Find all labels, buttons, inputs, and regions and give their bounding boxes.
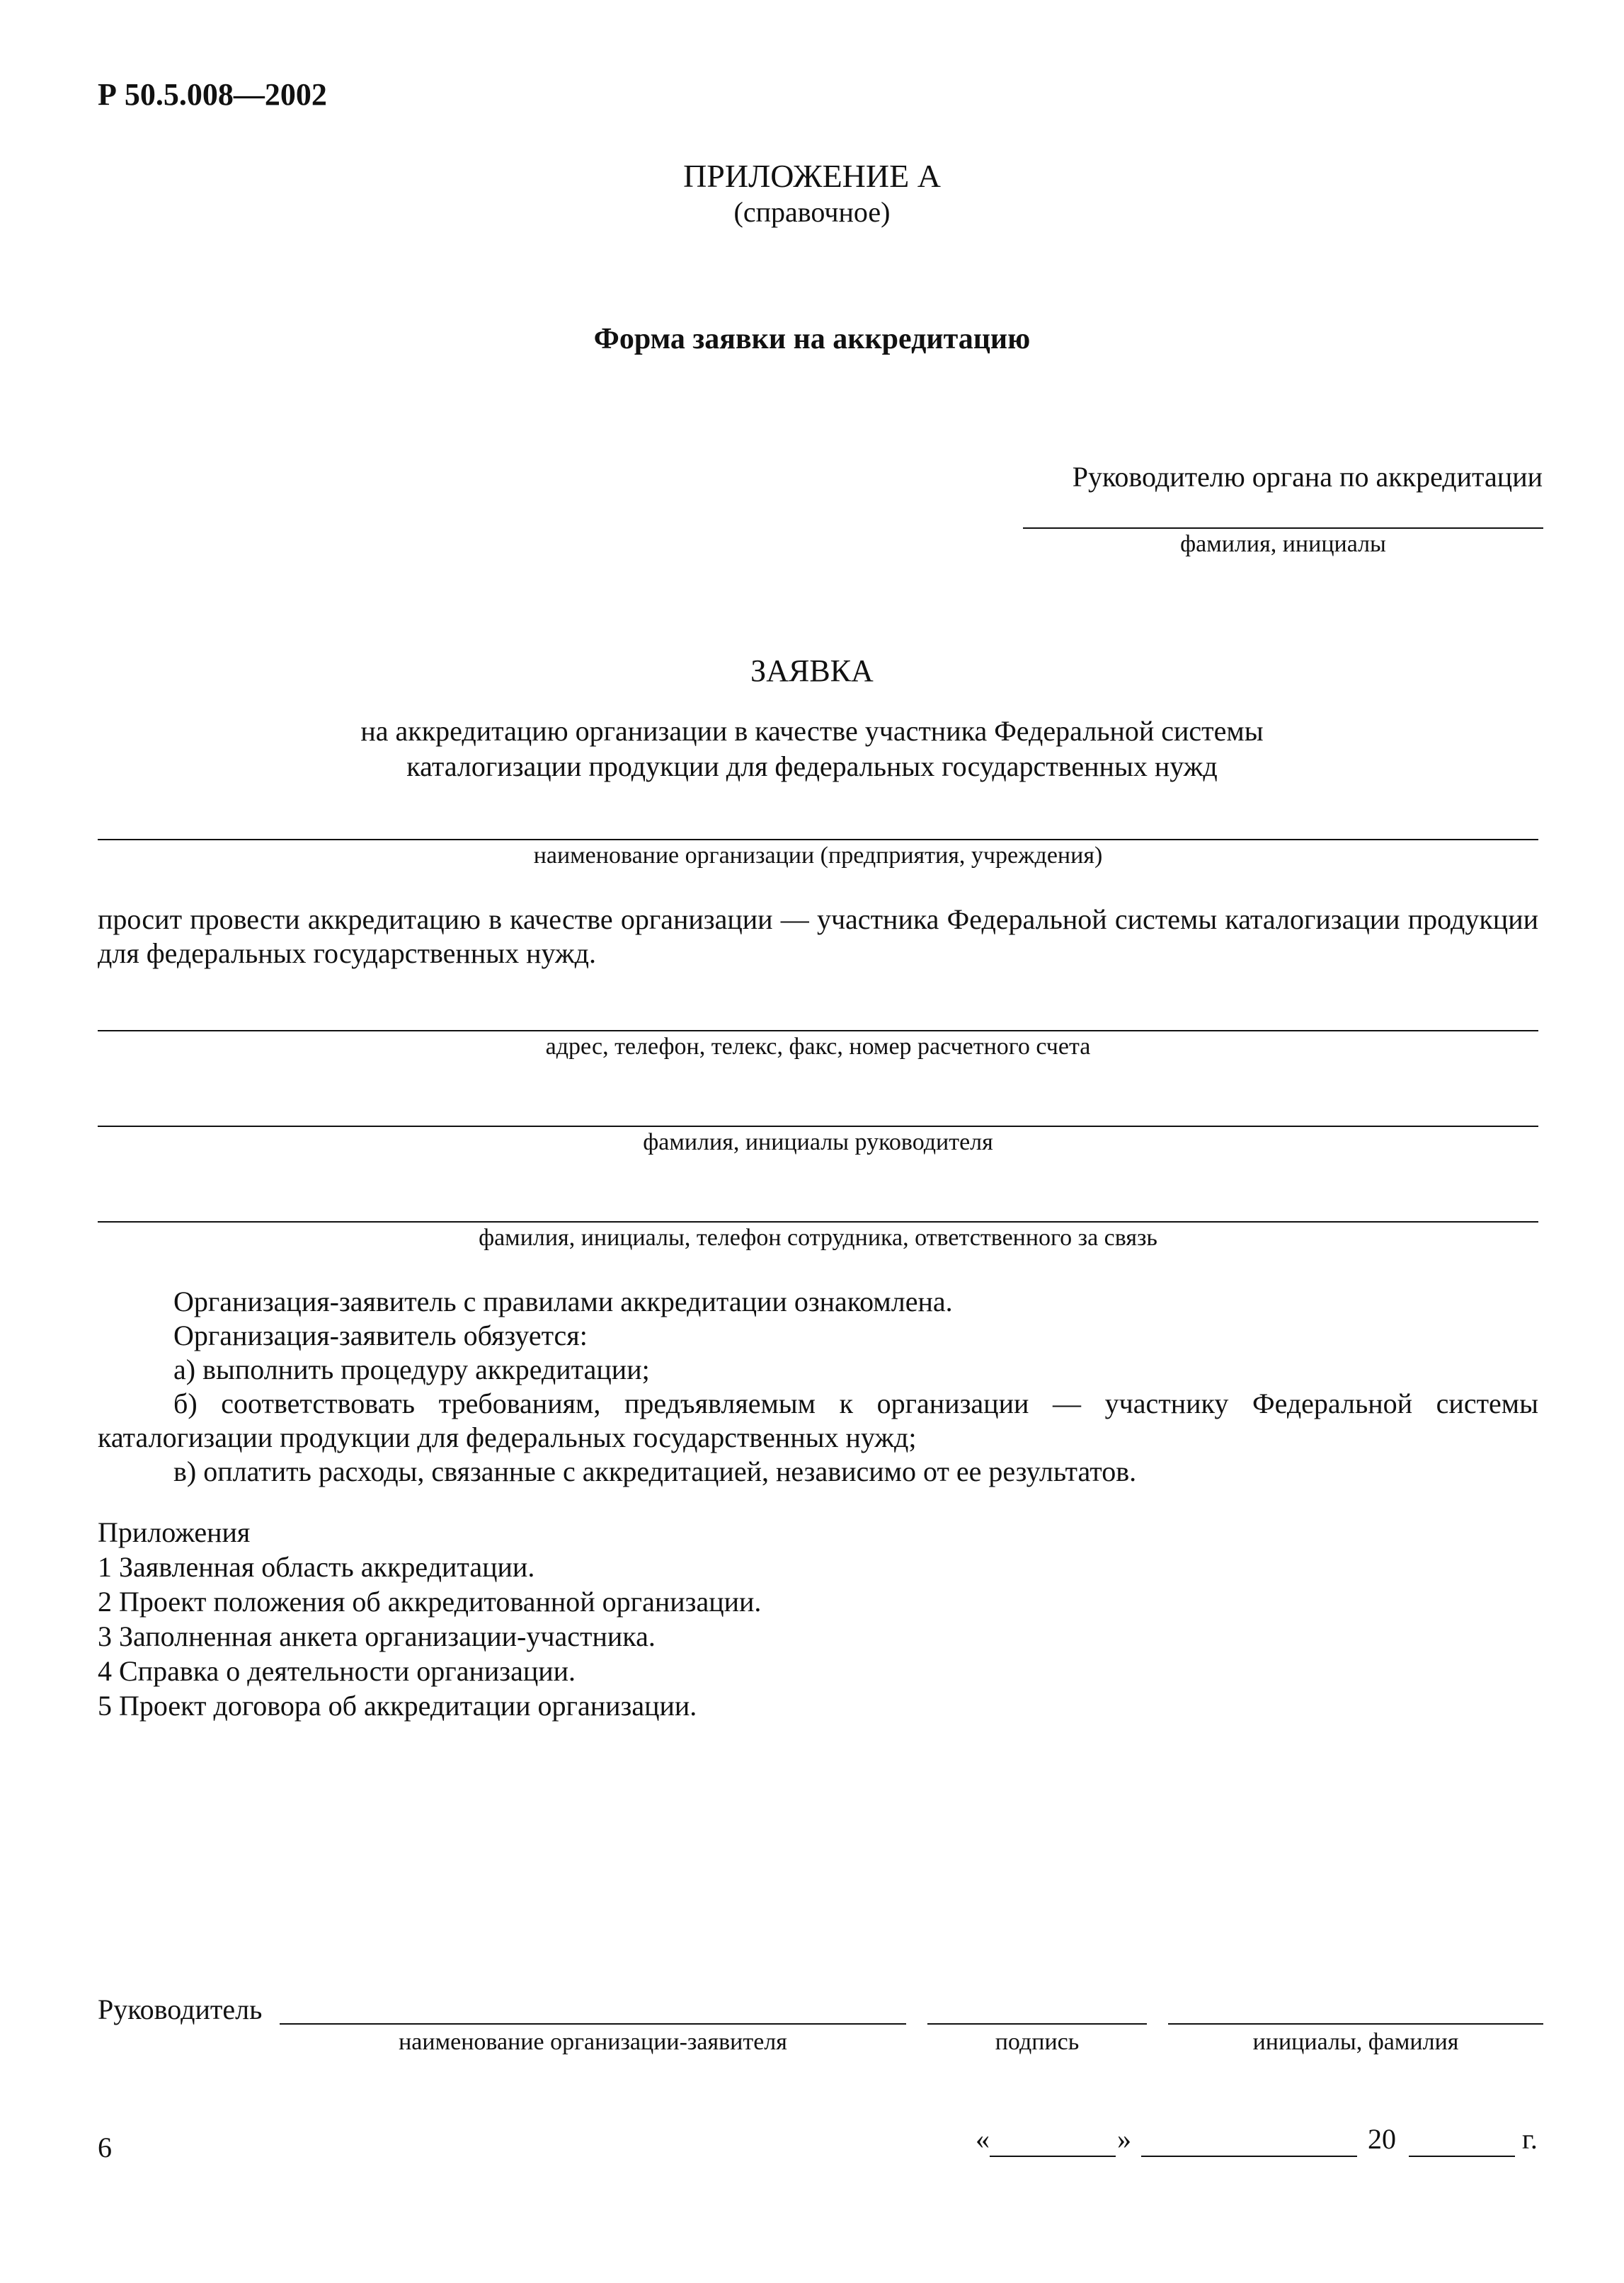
date-month-field[interactable] bbox=[1141, 2156, 1357, 2157]
address-field[interactable] bbox=[98, 1030, 1538, 1031]
date-year-field[interactable] bbox=[1409, 2156, 1515, 2157]
date-open-quote: « bbox=[976, 2123, 990, 2155]
name-initials-caption: инициалы, фамилия bbox=[1252, 2029, 1459, 2055]
date-year-prefix: 20 bbox=[1368, 2123, 1396, 2155]
applicant-org-caption: наименование организации-заявителя bbox=[399, 2029, 787, 2055]
application-desc-line-1: на аккредитацию организации в качестве участника Федеральной системы bbox=[360, 715, 1264, 747]
annex-item: 5 Проект договора об аккредитации организации. bbox=[98, 1690, 697, 1722]
obligation-item-c: в) оплатить расходы, связанные с аккредитацией, независимо от ее результатов. bbox=[173, 1455, 1137, 1487]
document-code: Р 50.5.008—2002 bbox=[98, 77, 327, 112]
org-name-caption: наименование организации (предприятия, учреждения) bbox=[533, 842, 1103, 869]
org-name-field[interactable] bbox=[98, 839, 1538, 840]
application-description bbox=[0, 714, 1624, 784]
application-title: ЗАЯВКА bbox=[750, 653, 874, 688]
form-title: Форма заявки на аккредитацию bbox=[593, 323, 1031, 355]
annex-item: 2 Проект положения об аккредитованной организации. bbox=[98, 1586, 762, 1618]
head-name-field[interactable] bbox=[98, 1126, 1538, 1127]
date-day-field[interactable] bbox=[990, 2156, 1116, 2157]
annex-item: 1 Заявленная область аккредитации. bbox=[98, 1551, 535, 1583]
obligation-item-b-line-2: каталогизации продукции для федеральных государственных нужд; bbox=[98, 1421, 917, 1453]
signature-caption: подпись bbox=[995, 2029, 1080, 2055]
date-year-suffix: г. bbox=[1522, 2123, 1538, 2155]
application-desc-line-2: каталогизации продукции для федеральных государственных нужд bbox=[406, 750, 1218, 782]
contact-caption: фамилия, инициалы, телефон сотрудника, ответственного за связь bbox=[479, 1225, 1157, 1251]
addressee-caption: фамилия, инициалы bbox=[1180, 531, 1386, 557]
date-close-quote: » bbox=[1117, 2123, 1131, 2155]
request-paragraph: просит провести аккредитацию в качестве организации — участника Федеральной системы каталогизации продукции для федеральных государственных нужд. bbox=[98, 903, 1538, 969]
signature-field[interactable] bbox=[927, 2023, 1147, 2025]
obligation-line-2: Организация-заявитель обязуется: bbox=[173, 1320, 588, 1351]
page-number: 6 bbox=[98, 2132, 112, 2163]
contact-field[interactable] bbox=[98, 1221, 1538, 1223]
obligation-item-a: а) выполнить процедуру аккредитации; bbox=[173, 1354, 650, 1385]
addressee-name-field[interactable] bbox=[1023, 527, 1543, 529]
annex-item: 3 Заполненная анкета организации-участника. bbox=[98, 1620, 656, 1652]
head-name-caption: фамилия, инициалы руководителя bbox=[643, 1129, 993, 1155]
name-initials-field[interactable] bbox=[1168, 2023, 1543, 2025]
address-caption: адрес, телефон, телекс, факс, номер расчетного счета bbox=[545, 1034, 1091, 1060]
applicant-org-field[interactable] bbox=[280, 2023, 906, 2025]
annex-item: 4 Справка о деятельности организации. bbox=[98, 1655, 576, 1687]
appendix-title: ПРИЛОЖЕНИЕ А bbox=[683, 158, 941, 194]
appendix-subtitle: (справочное) bbox=[733, 196, 891, 228]
signature-label: Руководитель bbox=[98, 1993, 263, 2025]
addressee-text: Руководителю органа по аккредитации bbox=[1072, 461, 1543, 493]
obligation-item-b-line-1: б) соответствовать требованиям, предъявляемым к организации — участнику Федеральной системы bbox=[173, 1387, 1538, 1419]
annexes-title: Приложения bbox=[98, 1516, 251, 1548]
obligation-line-1: Организация-заявитель с правилами аккредитации ознакомлена. bbox=[173, 1286, 953, 1317]
